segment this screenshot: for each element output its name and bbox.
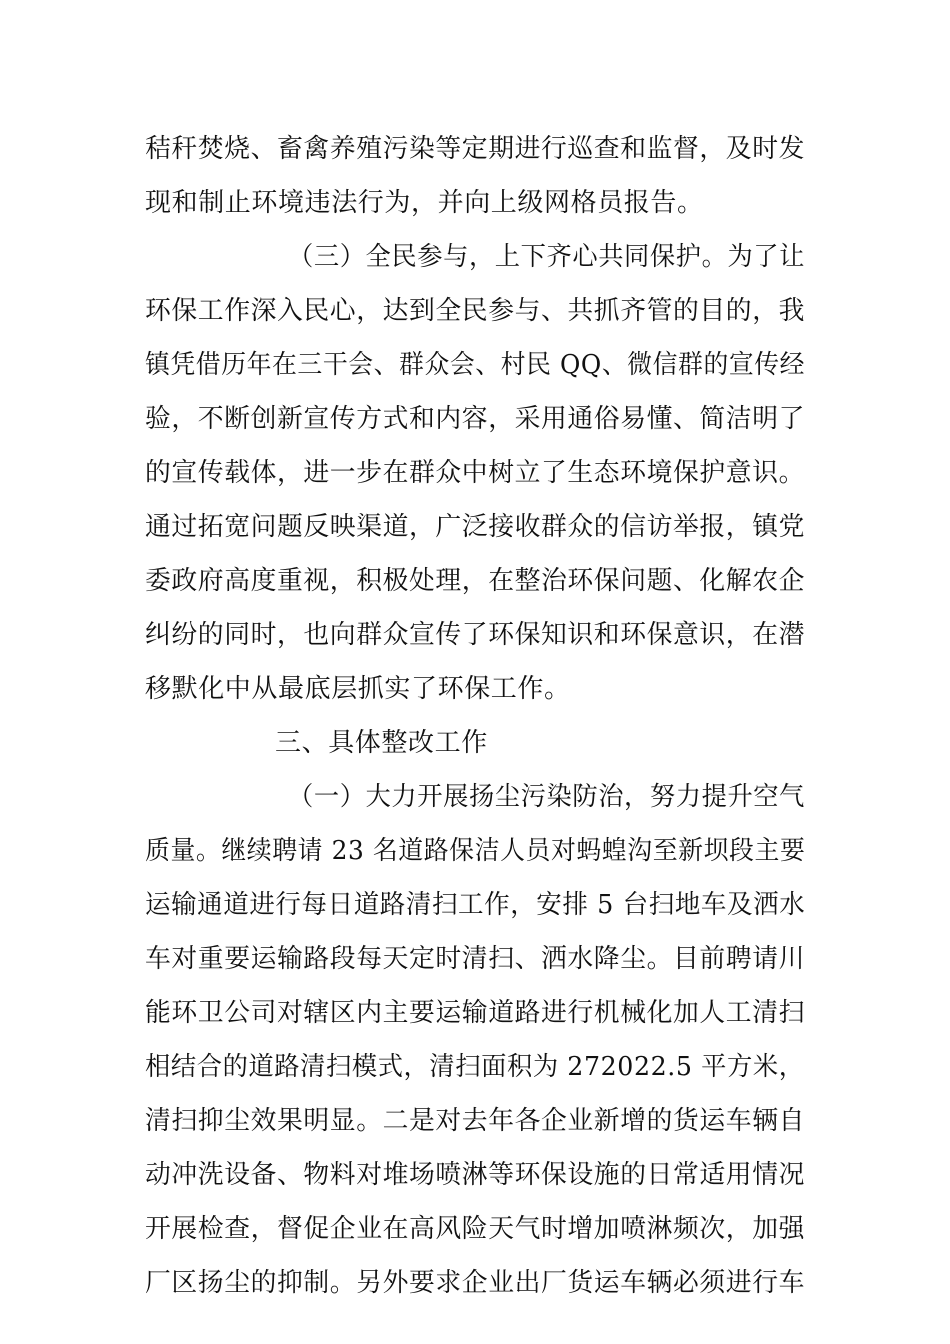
text-line: 环保工作深入民心，达到全民参与、共抓齐管的目的，我 bbox=[145, 296, 806, 326]
text-line: 动冲洗设备、物料对堆场喷淋等环保设施的日常适用情况 bbox=[145, 1160, 806, 1190]
text-line: 通过拓宽问题反映渠道，广泛接收群众的信访举报，镇党 bbox=[145, 512, 806, 542]
text-line: 质量。继续聘请 23 名道路保洁人员对蚂蝗沟至新坝段主要 bbox=[145, 836, 806, 866]
text-line: 车对重要运输路段每天定时清扫、洒水降尘。目前聘请川 bbox=[145, 944, 806, 974]
section-heading: （三）全民参与，上下齐心共同保护。为了让 bbox=[288, 242, 806, 272]
section-heading: （一）大力开展扬尘污染防治，努力提升空气 bbox=[288, 782, 806, 812]
text-line: 厂区扬尘的抑制。另外要求企业出厂货运车辆必须进行车 bbox=[145, 1268, 806, 1298]
text-line: 清扫抑尘效果明显。二是对去年各企业新增的货运车辆自 bbox=[145, 1106, 806, 1136]
text-line: 委政府高度重视，积极处理，在整治环保问题、化解农企 bbox=[145, 566, 806, 596]
text-line: 现和制止环境违法行为，并向上级网格员报告。 bbox=[145, 188, 704, 218]
text-line: 纠纷的同时，也向群众宣传了环保知识和环保意识，在潜 bbox=[145, 620, 806, 650]
text-line: 移默化中从最底层抓实了环保工作。 bbox=[145, 674, 571, 704]
text-line: 开展检查，督促企业在高风险天气时增加喷淋频次，加强 bbox=[145, 1214, 806, 1244]
text-line: 秸秆焚烧、畜禽养殖污染等定期进行巡查和监督，及时发 bbox=[145, 134, 806, 164]
text-line: 镇凭借历年在三干会、群众会、村民 QQ、微信群的宣传经 bbox=[145, 350, 806, 380]
text-line: 验，不断创新宣传方式和内容，采用通俗易懂、简洁明了 bbox=[145, 404, 806, 434]
text-line: 能环卫公司对辖区内主要运输道路进行机械化加人工清扫 bbox=[145, 998, 806, 1028]
text-line: 运输通道进行每日道路清扫工作，安排 5 台扫地车及洒水 bbox=[145, 890, 806, 920]
text-line: 的宣传载体，进一步在群众中树立了生态环境保护意识。 bbox=[145, 458, 806, 488]
section-heading: 三、具体整改工作 bbox=[275, 728, 488, 758]
text-line: 相结合的道路清扫模式，清扫面积为 272022.5 平方米， bbox=[145, 1052, 805, 1082]
